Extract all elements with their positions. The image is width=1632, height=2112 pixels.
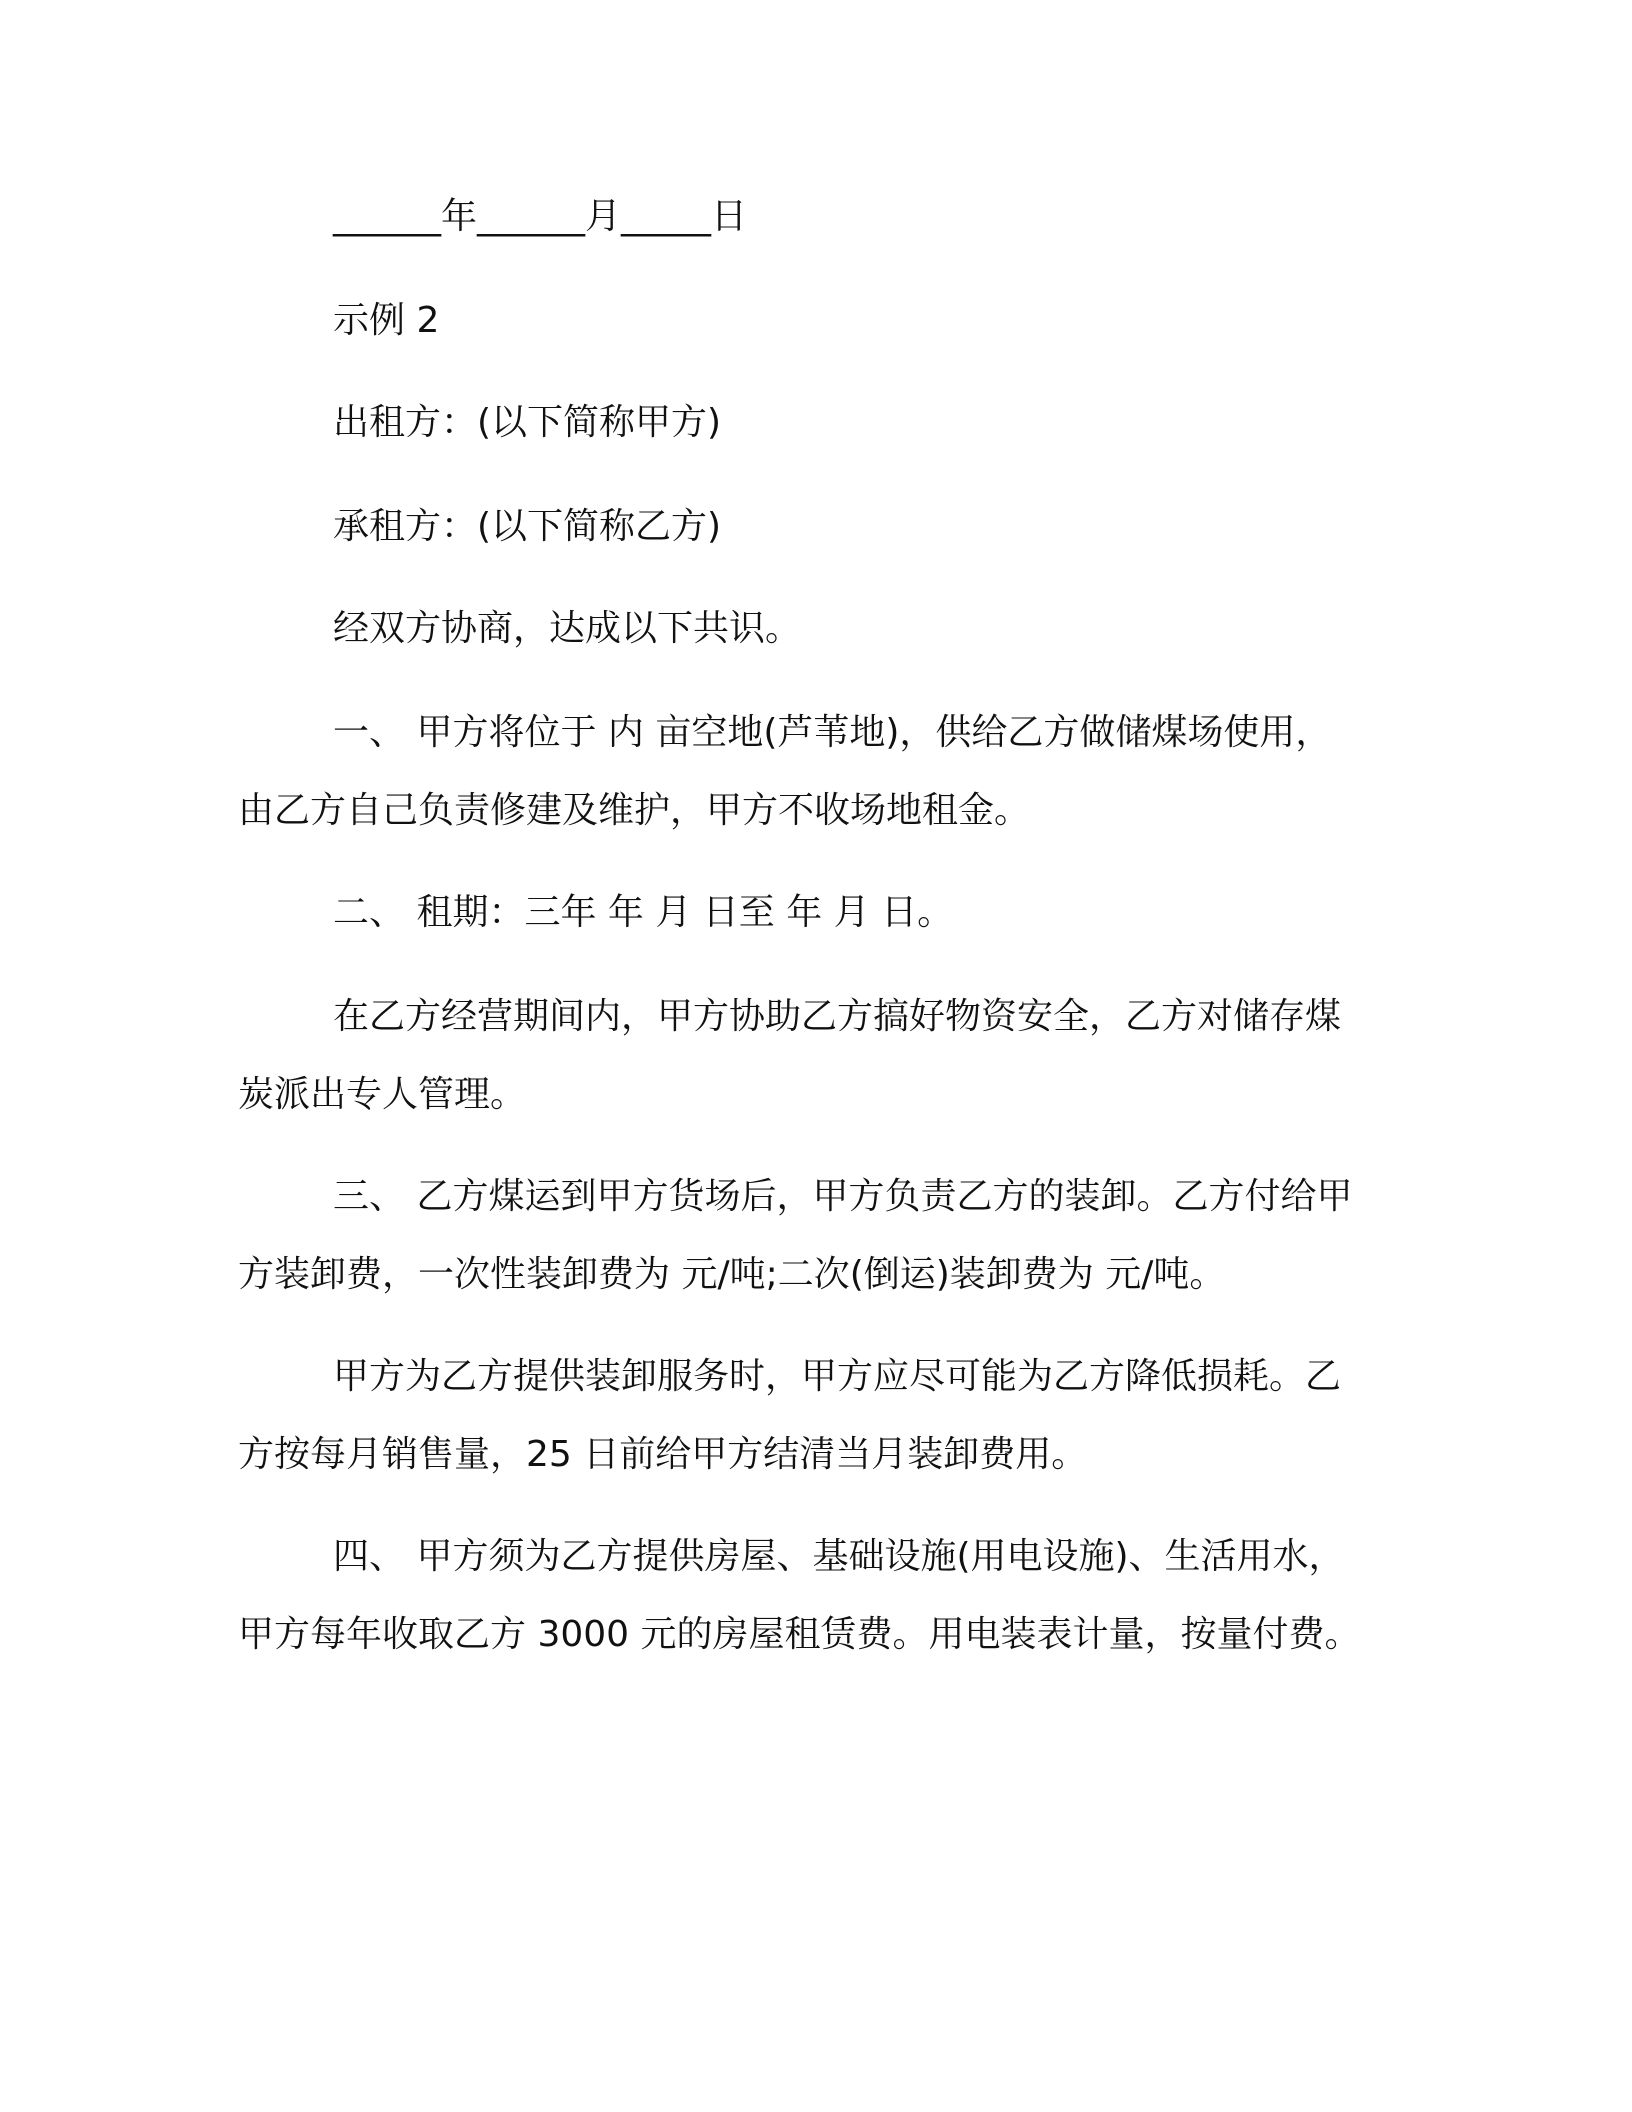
clause-2: 二、 租期：三年 年 月 日至 年 月 日。	[333, 892, 954, 933]
clause-2b-line-2: 炭派出专人管理。	[238, 1074, 527, 1115]
clause-4-line-1: 四、 甲方须为乙方提供房屋、基础设施(用电设施)、生活用水，	[333, 1536, 1345, 1577]
date-line: ______年______月_____日	[333, 196, 747, 237]
clause-3b-line-2: 方按每月销售量，25 日前给甲方结清当月装卸费用。	[238, 1434, 1088, 1475]
clause-1-line-1: 一、 甲方将位于 内 亩空地(芦苇地)，供给乙方做储煤场使用，	[333, 712, 1332, 753]
clause-3-line-2: 方装卸费，一次性装卸费为 元/吨;二次(倒运)装卸费为 元/吨。	[238, 1254, 1226, 1295]
clause-3-line-1: 三、 乙方煤运到甲方货场后，甲方负责乙方的装卸。乙方付给甲	[333, 1176, 1353, 1217]
clause-2b-line-1: 在乙方经营期间内，甲方协助乙方搞好物资安全，乙方对储存煤	[333, 996, 1342, 1037]
clause-4-line-2: 甲方每年收取乙方 3000 元的房屋租赁费。用电装表计量，按量付费。	[238, 1614, 1361, 1655]
clause-1-line-2: 由乙方自己负责修建及维护，甲方不收场地租金。	[238, 790, 1031, 831]
example-heading: 示例 2	[333, 300, 440, 341]
agreement-intro: 经双方协商，达成以下共识。	[333, 608, 802, 649]
clause-3b-line-1: 甲方为乙方提供装卸服务时，甲方应尽可能为乙方降低损耗。乙	[333, 1356, 1342, 1397]
lessor-line: 出租方：(以下简称甲方)	[333, 402, 722, 443]
lessee-line: 承租方：(以下简称乙方)	[333, 506, 722, 547]
